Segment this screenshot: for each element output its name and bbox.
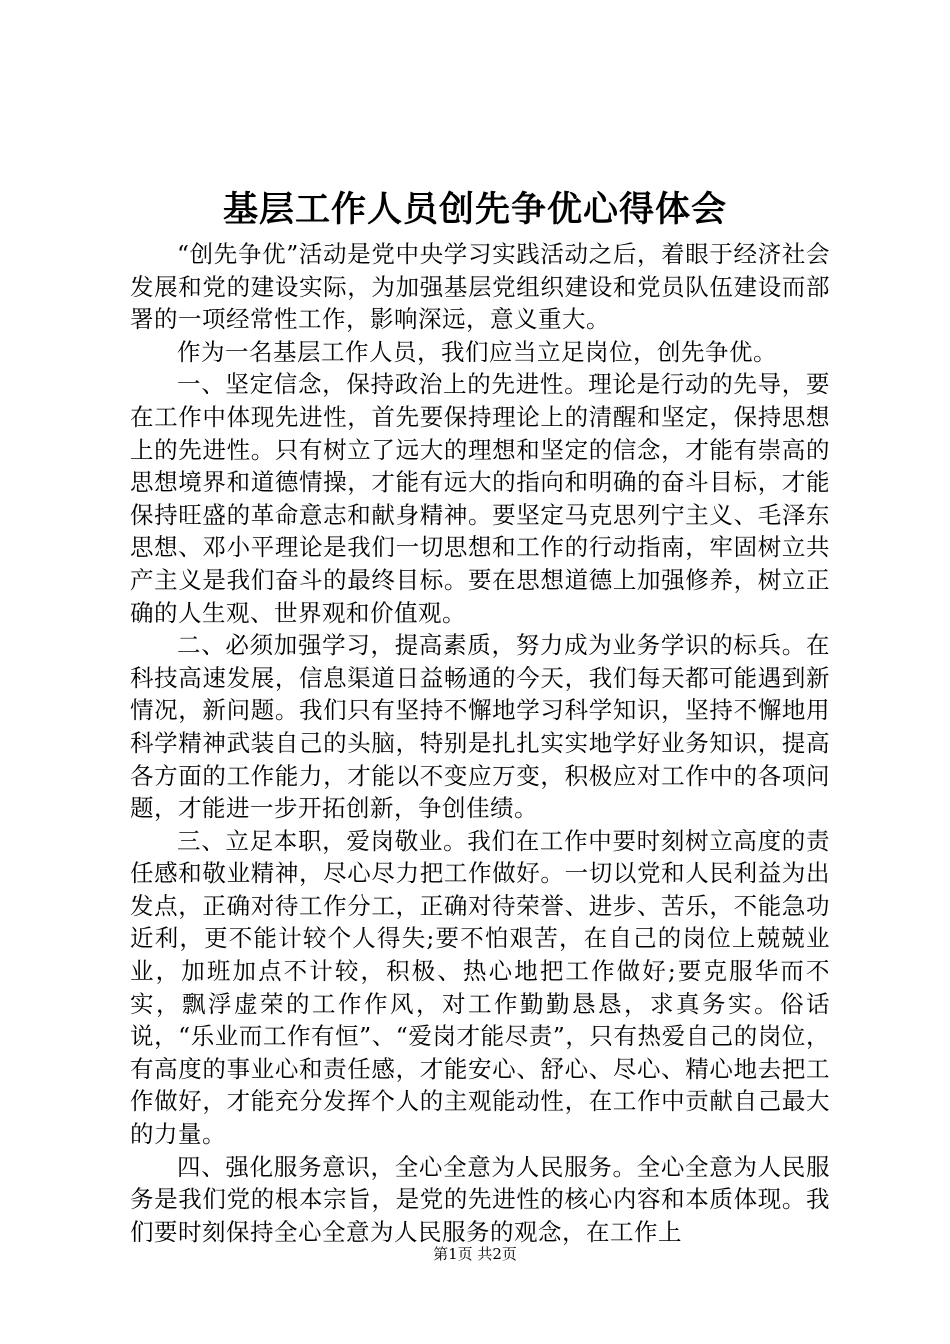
document-body <box>130 238 830 1248</box>
document-title: 基层工作人员创先争优心得体会 <box>222 189 727 230</box>
paragraph-section-3: 三、立足本职，爱岗敬业。我们在工作中要时刻树立高度的责任感和敬业精神，尽心尽力把工作做好。一切以党和人民利益为出发点，正确对待工作分工，正确对待荣誉、进步、苦乐，不能急功近利，更不能计较个人得失;要不怕艰苦，在自己的岗位上兢兢业业，加班加点不计较，积极、热心地把工作做好;要克服华而不实，飘浮虚荣的工作作风，对工作勤勤恳恳，求真务实。俗话说，“乐业而工作有恒”、“爱岗才能尽责”，只有热爱自己的岗位，有高度的事业心和责任感，才能安心、舒心、尽心、精心地去把工作做好，才能充分发挥个人的主观能动性，在工作中贡献自己最大的力量。 <box>130 826 830 1149</box>
page-number-footer: 第1页 共2页 <box>433 1245 517 1263</box>
paragraph-section-4: 四、强化服务意识，全心全意为人民服务。全心全意为人民服务是我们党的根本宗旨，是党的先进性的核心内容和本质体现。我们要时刻保持全心全意为人民服务的观念，在工作上 <box>130 1152 830 1246</box>
paragraph-section-1: 一、坚定信念，保持政治上的先进性。理论是行动的先导，要在工作中体现先进性，首先要保持理论上的清醒和坚定，保持思想上的先进性。只有树立了远大的理想和坚定的信念，才能有崇高的思想境界和道德情操，才能有远大的指向和明确的奋斗目标，才能保持旺盛的革命意志和献身精神。要坚定马克思列宁主义、毛泽东思想、邓小平理论是我们一切思想和工作的行动指南，牢固树立共产主义是我们奋斗的最终目标。要在思想道德上加强修养，树立正确的人生观、世界观和价值观。 <box>130 370 830 627</box>
paragraph-section-2: 二、必须加强学习，提高素质，努力成为业务学识的标兵。在科技高速发展，信息渠道日益畅通的今天，我们每天都可能遇到新情况，新问题。我们只有坚持不懈地学习科学知识，坚持不懈地用科学精神武装自己的头脑，特别是扎扎实实地学好业务知识，提高各方面的工作能力，才能以不变应万变，积极应对工作中的各项问题，才能进一步开拓创新，争创佳绩。 <box>130 631 830 823</box>
paragraph-intro: “创先争优”活动是党中央学习实践活动之后，着眼于经济社会发展和党的建设实际，为加强基层党组织建设和党员队伍建设而部署的一项经常性工作，影响深远，意义重大。 <box>130 240 830 334</box>
paragraph-position: 作为一名基层工作人员，我们应当立足岗位，创先争优。 <box>177 337 777 366</box>
